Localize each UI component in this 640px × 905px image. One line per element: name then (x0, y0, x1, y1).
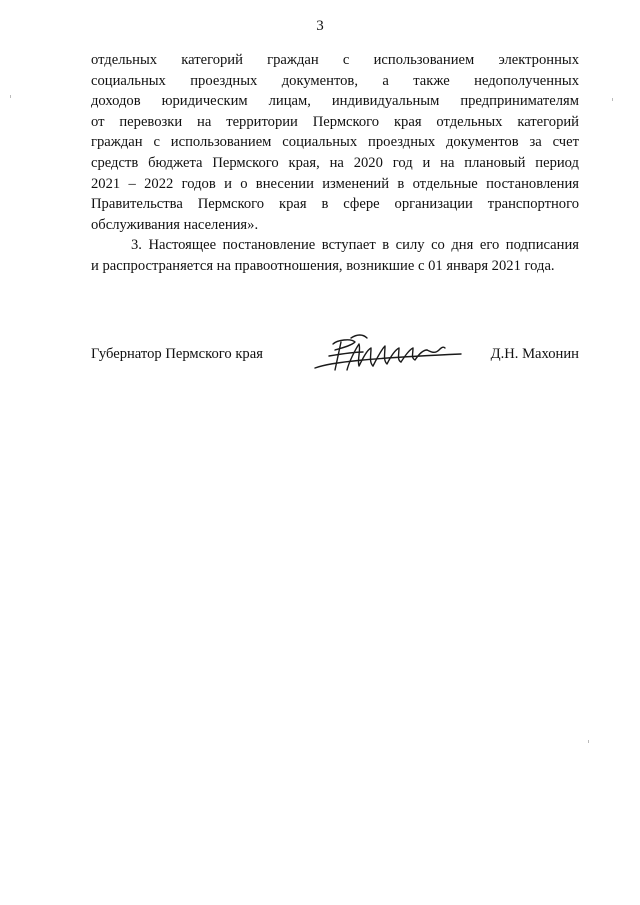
paragraph-3-line: и распространяется на правоотношения, возникшие с 01 января 2021 года. (91, 257, 555, 274)
scan-speck (10, 95, 11, 98)
text-line: обслуживания населения». (91, 216, 259, 233)
text-line: доходов юридическим лицам, индивидуальным предпринимателям (91, 93, 579, 110)
text-line: средств бюджета Пермского края, на 2020 год и на плановый период (91, 154, 579, 171)
page-number: 3 (316, 18, 324, 34)
text-line: отдельных категорий граждан с использованием электронных (91, 52, 579, 68)
signatory-name: Д.Н. Махонин (490, 346, 579, 362)
text-line: граждан с использованием социальных проездных документов за счет (91, 134, 579, 151)
text-line: Правительства Пермского края в сфере организации транспортного (91, 196, 579, 213)
paragraph-3-line: 3. Настоящее постановление вступает в силу со дня его подписания (131, 237, 579, 254)
handwritten-signature (311, 332, 471, 376)
scan-speck (612, 98, 613, 101)
scan-speck (588, 740, 589, 743)
body-text (91, 50, 579, 277)
signature-block (91, 344, 579, 384)
text-line: от перевозки на территории Пермского края отдельных категорий (91, 113, 579, 130)
text-line: социальных проездных документов, а также недополученных (91, 72, 579, 89)
signatory-title: Губернатор Пермского края (91, 346, 263, 362)
text-line: 2021 – 2022 годов и о внесении изменений в отдельные постановления (91, 175, 579, 192)
